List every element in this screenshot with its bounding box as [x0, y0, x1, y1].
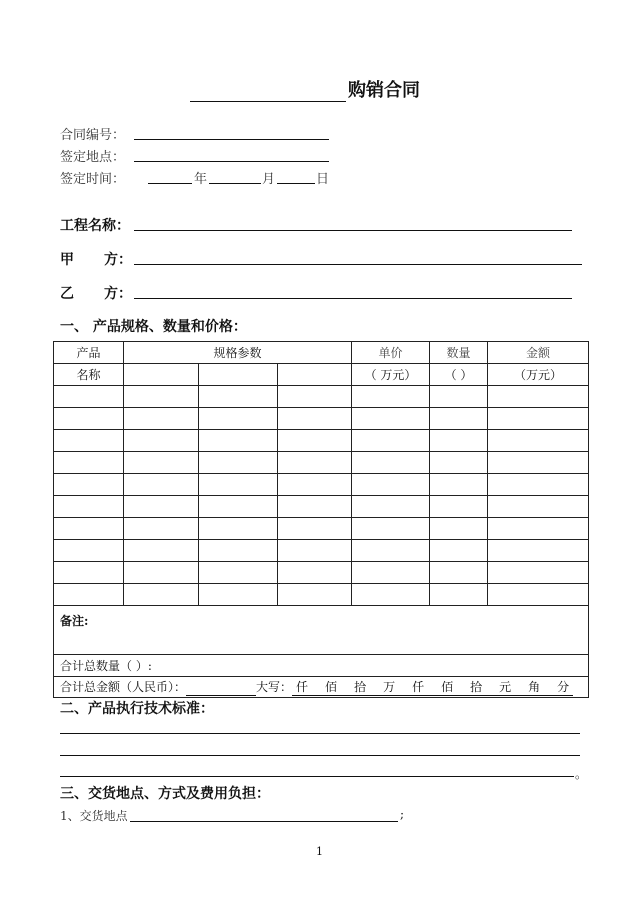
product-name-header-2: 名称 [54, 364, 124, 386]
total-amount-label: 合计总金额（人民币）： [60, 680, 187, 694]
month-label: 月 [262, 172, 276, 187]
table-row [54, 430, 589, 452]
table-row [54, 562, 589, 584]
unit-wan: 万 [383, 680, 396, 694]
delivery-place-field[interactable] [130, 821, 398, 822]
unit-bai: 佰 [325, 680, 338, 694]
title-blank-line[interactable] [190, 85, 346, 102]
unit-shi: 拾 [470, 680, 483, 694]
capital-label: 大写： [256, 680, 293, 694]
product-table [53, 341, 589, 698]
table-row [54, 518, 589, 540]
total-amount-cell[interactable] [54, 677, 589, 698]
unit-shi: 拾 [354, 680, 367, 694]
sign-time-label: 签定时间： [60, 172, 126, 187]
qty-header: 数量 [430, 342, 488, 364]
spec-cell[interactable] [199, 364, 278, 386]
party-b-field[interactable] [134, 298, 572, 299]
sign-place-field[interactable] [134, 161, 329, 162]
product-name-header-1: 产品 [54, 342, 124, 364]
section-2-period: 。 [575, 767, 588, 781]
spec-header: 规格参数 [124, 342, 352, 364]
table-row [54, 474, 589, 496]
section-3-heading: 三、交货地点、方式及费用负担： [60, 786, 270, 802]
unit-qian: 仟 [412, 680, 425, 694]
tech-standard-line-2[interactable] [60, 755, 580, 756]
unit-qian: 仟 [296, 680, 309, 694]
day-label: 日 [316, 172, 330, 187]
party-a-char2: 方： [104, 252, 132, 268]
capital-units-line[interactable] [292, 678, 573, 696]
table-row [54, 386, 589, 408]
sign-year-field[interactable] [148, 183, 192, 184]
year-label: 年 [194, 172, 208, 187]
contract-no-label: 合同编号： [60, 128, 126, 143]
sign-place-label: 签定地点： [60, 150, 126, 165]
spec-cell[interactable] [124, 364, 199, 386]
unit-bai: 佰 [441, 680, 454, 694]
total-quantity-label: 合计总数量（ ）: [60, 659, 152, 673]
table-row [54, 584, 589, 606]
remarks-label: 备注: [60, 614, 89, 628]
contract-title [190, 76, 420, 102]
page-number: 1 [316, 845, 323, 858]
party-a-field[interactable] [134, 264, 582, 265]
tech-standard-line-3[interactable] [60, 776, 574, 777]
unit-fen: 分 [557, 680, 570, 694]
project-name-field[interactable] [134, 230, 572, 231]
qty-unit: （ ） [430, 364, 488, 386]
sign-month-field[interactable] [209, 183, 261, 184]
sign-day-field[interactable] [277, 183, 315, 184]
party-b-char2: 方： [104, 286, 132, 302]
tech-standard-line-1[interactable] [60, 733, 580, 734]
party-a-char1: 甲 [60, 252, 74, 268]
unit-yuan: 元 [499, 680, 512, 694]
total-amount-field[interactable] [186, 683, 256, 696]
party-b-char1: 乙 [60, 286, 74, 302]
table-row [54, 496, 589, 518]
project-name-label: 工程名称： [60, 218, 130, 234]
section-1-heading: 一、 产品规格、数量和价格： [60, 319, 247, 335]
table-row [54, 540, 589, 562]
delivery-place-label: 1、交货地点 [60, 809, 128, 823]
contract-no-field[interactable] [134, 139, 329, 140]
amount-unit: （万元） [488, 364, 589, 386]
unit-jiao: 角 [528, 680, 541, 694]
amount-header: 金额 [488, 342, 589, 364]
spec-cell[interactable] [278, 364, 352, 386]
total-quantity-cell[interactable] [54, 655, 589, 677]
title-text: 购销合同 [348, 80, 420, 101]
section-2-heading: 二、产品执行技术标准： [60, 701, 214, 717]
delivery-place-end: ; [400, 807, 405, 821]
table-row [54, 408, 589, 430]
table-row [54, 452, 589, 474]
unit-price-header: 单价 [352, 342, 430, 364]
unit-price-unit: （ 万元） [352, 364, 430, 386]
remarks-cell[interactable] [54, 606, 589, 655]
